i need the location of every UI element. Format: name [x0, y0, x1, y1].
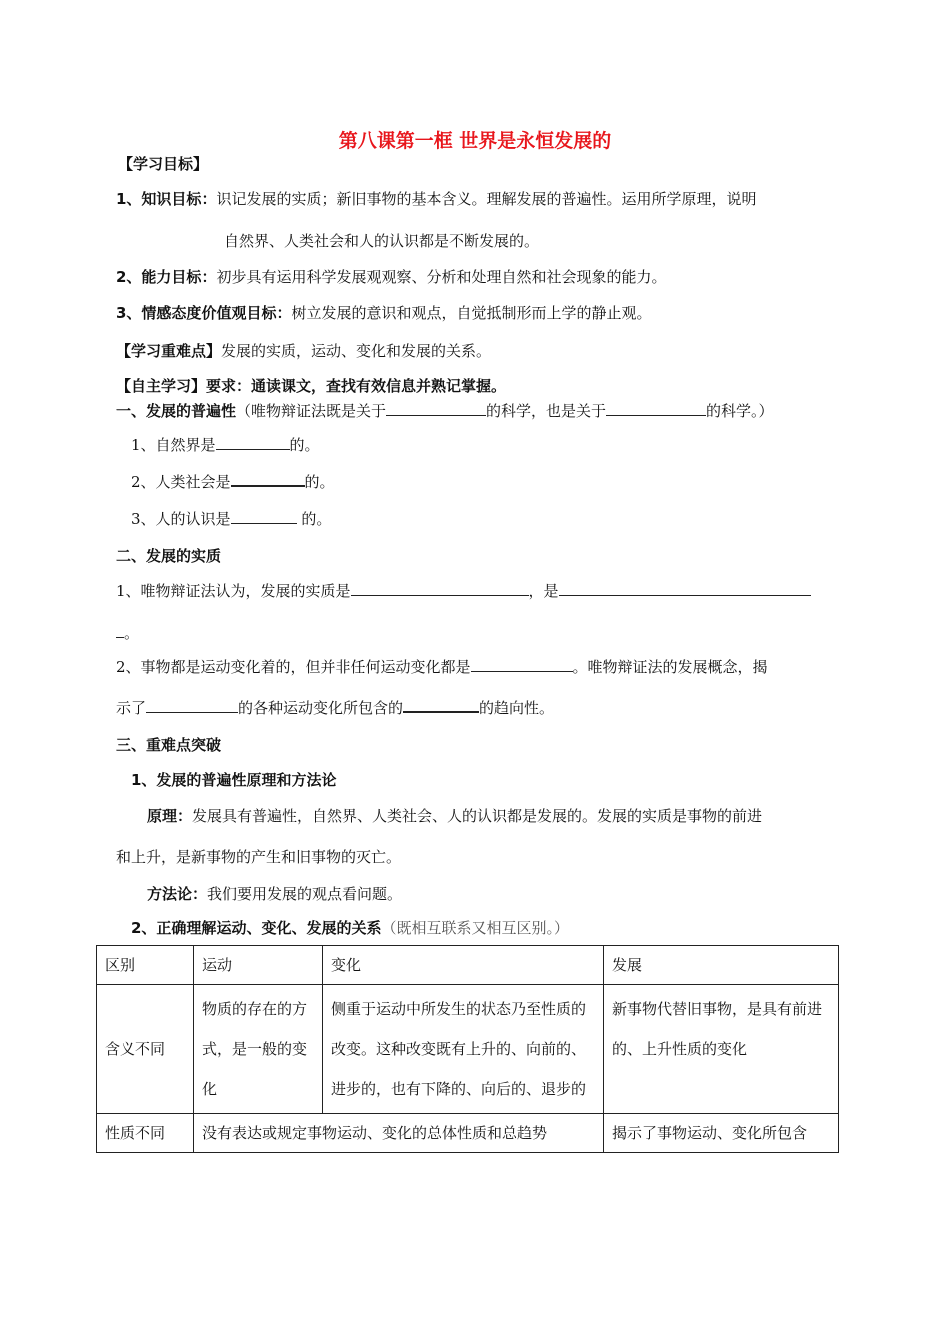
section2-p1-b: ，是: [528, 582, 559, 600]
section1-intro-c: 的科学。）: [706, 402, 774, 420]
ability-label: 2、能力目标：: [116, 268, 217, 286]
section2-p2-b: 。唯物辩证法的发展概念，揭: [572, 658, 768, 676]
knowledge-text-2: 自然界、人类社会和人的认识都是不断发展的。: [224, 232, 540, 250]
section1-intro-b: 的科学，也是关于: [486, 402, 607, 420]
section2-p1-end-text: 。: [124, 624, 140, 642]
item-prefix: 1、自然界是: [131, 436, 216, 454]
table-header-cell: 区别: [97, 946, 194, 985]
blank[interactable]: [351, 581, 529, 596]
blank[interactable]: [216, 435, 290, 450]
blank[interactable]: [386, 401, 486, 416]
table-cell: 侧重于运动中所发生的状态乃至性质的改变。这种改变既有上升的、向前的、进步的，也有下降的、向后的、退步的: [323, 985, 604, 1114]
table-row: [97, 985, 839, 1114]
table-cell: 物质的存在的方式，是一般的变化: [194, 985, 323, 1114]
item-prefix: 3、人的认识是: [131, 510, 231, 528]
section2-p2-c: 示了: [116, 699, 147, 717]
section1-intro-a: （唯物辩证法既是关于: [236, 402, 387, 420]
section1-item: [131, 434, 320, 455]
item-prefix: 2、人类社会是: [131, 473, 231, 491]
comparison-table: [96, 945, 839, 1153]
blank[interactable]: [606, 401, 706, 416]
section3-sub1: 1、发展的普遍性原理和方法论: [131, 771, 337, 789]
self-study-label: 【自主学习】要求：通读课文，查找有效信息并熟记掌握。: [116, 377, 507, 395]
table-cell: 没有表达或规定事物运动、变化的总体性质和总趋势: [194, 1114, 604, 1153]
blank[interactable]: [559, 581, 811, 596]
principle-label: 原理：: [147, 807, 193, 825]
section3-sub2-note: （既相互联系又相互区别。）: [381, 919, 569, 937]
ability-objective: [116, 266, 666, 287]
section1-item: [131, 508, 331, 529]
section3-sub2-title: 2、正确理解运动、变化、发展的关系: [131, 919, 382, 937]
table-header-cell: 变化: [323, 946, 604, 985]
knowledge-text-1: 识记发展的实质；新旧事物的基本含义。理解发展的普遍性。运用所学原理，说明: [216, 190, 757, 208]
blank[interactable]: [231, 471, 305, 487]
section2-heading: 二、发展的实质: [116, 547, 222, 565]
blank[interactable]: [231, 509, 297, 524]
methodology-label: 方法论：: [147, 885, 208, 903]
section2-p1: [116, 580, 811, 601]
item-suffix: 的。: [289, 436, 320, 454]
emotion-objective: [116, 302, 651, 323]
section2-p2-a: 2、事物都是运动变化着的，但并非任何运动变化都是: [116, 658, 471, 676]
table-cell: 新事物代替旧事物，是具有前进的、上升性质的变化: [604, 985, 839, 1114]
principle: [147, 805, 762, 826]
table-header-row: [97, 946, 839, 985]
section2-p2: [116, 656, 768, 677]
page-title: 第八课第一框 世界是永恒发展的: [338, 130, 612, 152]
knowledge-objective: [116, 188, 756, 209]
table-cell: 揭示了事物运动、变化所包含: [604, 1114, 839, 1153]
section3-sub2: [131, 917, 569, 938]
table-header-cell: 运动: [194, 946, 323, 985]
section2-p2-e: 的趋向性。: [479, 699, 555, 717]
table-header-cell: 发展: [604, 946, 839, 985]
blank[interactable]: [403, 697, 479, 713]
emotion-label: 3、情感态度价值观目标：: [116, 304, 292, 322]
table-row: [97, 1114, 839, 1153]
knowledge-label: 1、知识目标：: [116, 190, 217, 208]
blank[interactable]: [471, 657, 573, 672]
section2-p2-d: 的各种运动变化所包含的: [238, 699, 404, 717]
methodology: [147, 883, 402, 904]
key-points-text: 发展的实质，运动、变化和发展的关系。: [221, 342, 492, 360]
section2-p1-a: 1、唯物辩证法认为，发展的实质是: [116, 582, 351, 600]
principle-text-2: 和上升，是新事物的产生和旧事物的灭亡。: [116, 848, 402, 866]
blank[interactable]: [146, 698, 238, 713]
item-suffix: 的。: [296, 510, 332, 528]
table-row-label: 含义不同: [97, 985, 194, 1114]
ability-text: 初步具有运用科学发展观观察、分析和处理自然和社会现象的能力。: [216, 268, 667, 286]
section3-heading: 三、重难点突破: [116, 736, 222, 754]
key-points: [116, 340, 491, 361]
methodology-text: 我们要用发展的观点看问题。: [207, 885, 403, 903]
emotion-text: 树立发展的意识和观点，自觉抵制形而上学的静止观。: [291, 304, 652, 322]
principle-text-1: 发展具有普遍性，自然界、人类社会、人的认识都是发展的。发展的实质是事物的前进: [192, 807, 763, 825]
section1-item: [131, 471, 335, 492]
section1-intro: [116, 400, 774, 421]
section2-p2-cont: [116, 697, 554, 718]
blank[interactable]: [116, 623, 124, 638]
table-row-label: 性质不同: [97, 1114, 194, 1153]
section2-p1-end: [116, 622, 139, 643]
section1-heading: 一、发展的普遍性: [116, 402, 237, 420]
item-suffix: 的。: [304, 473, 335, 491]
objectives-heading: 【学习目标】: [118, 155, 209, 173]
key-points-label: 【学习重难点】: [116, 342, 222, 360]
